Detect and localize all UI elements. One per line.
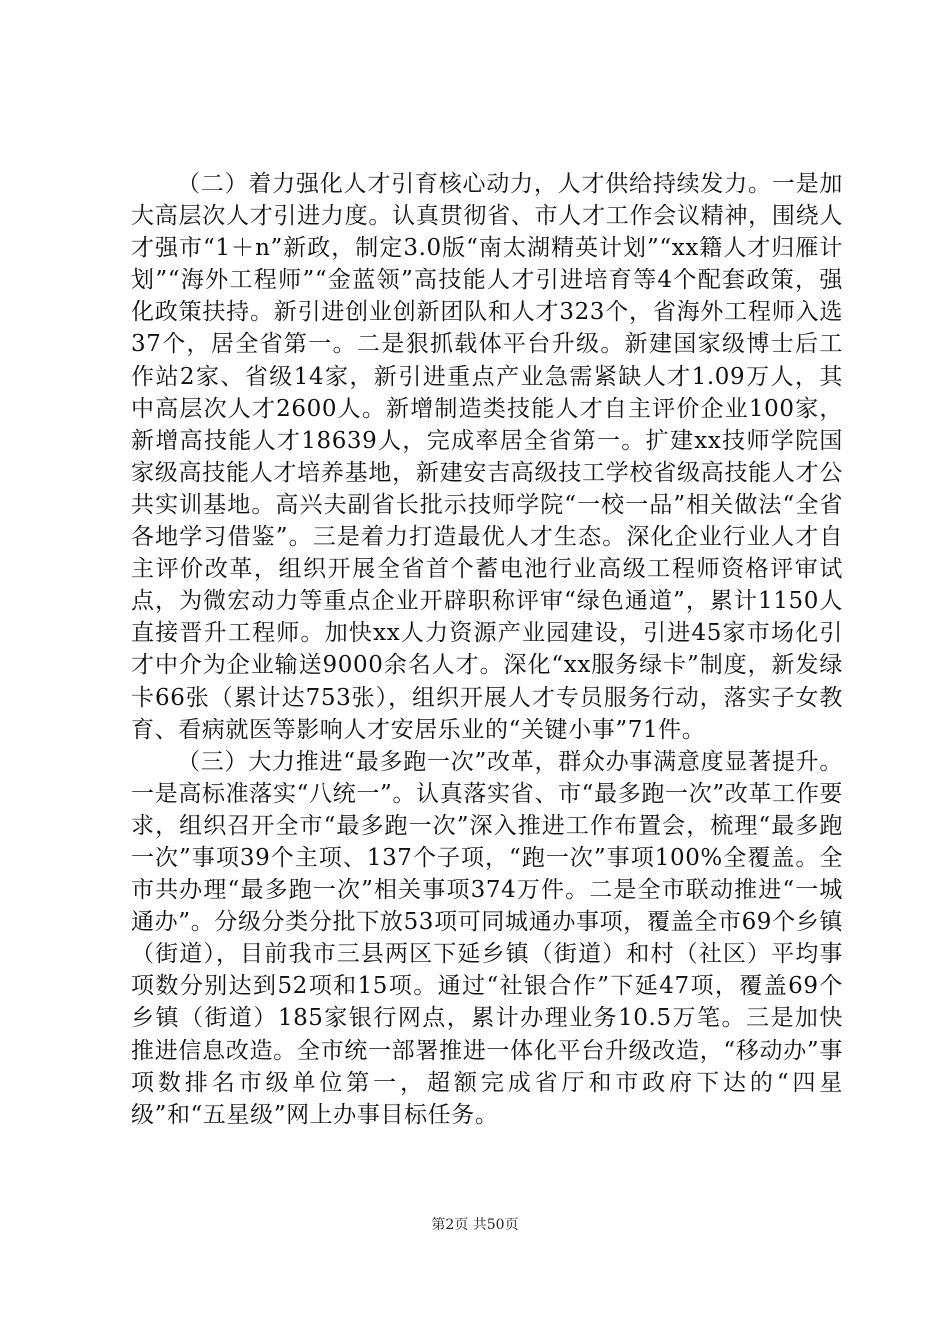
page-number-footer: 第2页 共50页 <box>431 1217 519 1233</box>
paragraph-section-3: （三）大力推进“最多跑一次”改革，群众办事满意度显著提升。一是高标准落实“八统一”。认真落实省、市“最多跑一次”改革工作要求，组织召开全市“最多跑一次”深入推进工作布置会，梳理“最多跑一次”事项39个主项、137个子项，“跑一次”事项100%全覆盖。全市共办理“最多跑一次”相关事项374万件。二是全市联动推进“一城通办”。分级分类分批下放53项可同城通办事项，覆盖全市69个乡镇（街道），目前我市三县两区下延乡镇（街道）和村（社区）平均事项数分别达到52项和15项。通过“社银合作”下延47项，覆盖69个乡镇（街道）185家银行网点，累计办理业务10.5万笔。三是加快推进信息改造。全市统一部署推进一体化平台升级改造，“移动办”事项数排名市级单位第一，超额完成省厅和市政府下达的“四星级”和“五星级”网上办事目标任务。 <box>131 748 843 1128</box>
paragraph-section-2: （二）着力强化人才引育核心动力，人才供给持续发力。一是加大高层次人才引进力度。认真贯彻省、市人才工作会议精神，围绕人才强市“1＋n”新政，制定3.0版“南太湖精英计划”“xx籍人才归雁计划”“海外工程师”“金蓝领”高技能人才引进培育等4个配套政策，强化政策扶持。新引进创业创新团队和人才323个，省海外工程师入选37个，居全省第一。二是狠抓载体平台升级。新建国家级博士后工作站2家、省级14家，新引进重点产业急需紧缺人才1.09万人，其中高层次人才2600人。新增制造类技能人才自主评价企业100家，新增高技能人才18639人，完成率居全省第一。扩建xx技师学院国家级高技能人才培养基地，新建安吉高级技工学校省级高技能人才公共实训基地。高兴夫副省长批示技师学院“一校一品”相关做法“全省各地学习借鉴”。三是着力打造最优人才生态。深化企业行业人才自主评价改革，组织开展全省首个蓄电池行业高级工程师资格评审试点，为微宏动力等重点企业开辟职称评审“绿色通道”，累计1150人直接晋升工程师。加快xx人力资源产业园建设，引进45家市场化引才中介为企业输送9000余名人才。深化“xx服务绿卡”制度，新发绿卡66张（累计达753张），组织开展人才专员服务行动，落实子女教育、看病就医等影响人才安居乐业的“关键小事”71件。 <box>131 171 843 743</box>
document-body <box>131 168 843 1131</box>
